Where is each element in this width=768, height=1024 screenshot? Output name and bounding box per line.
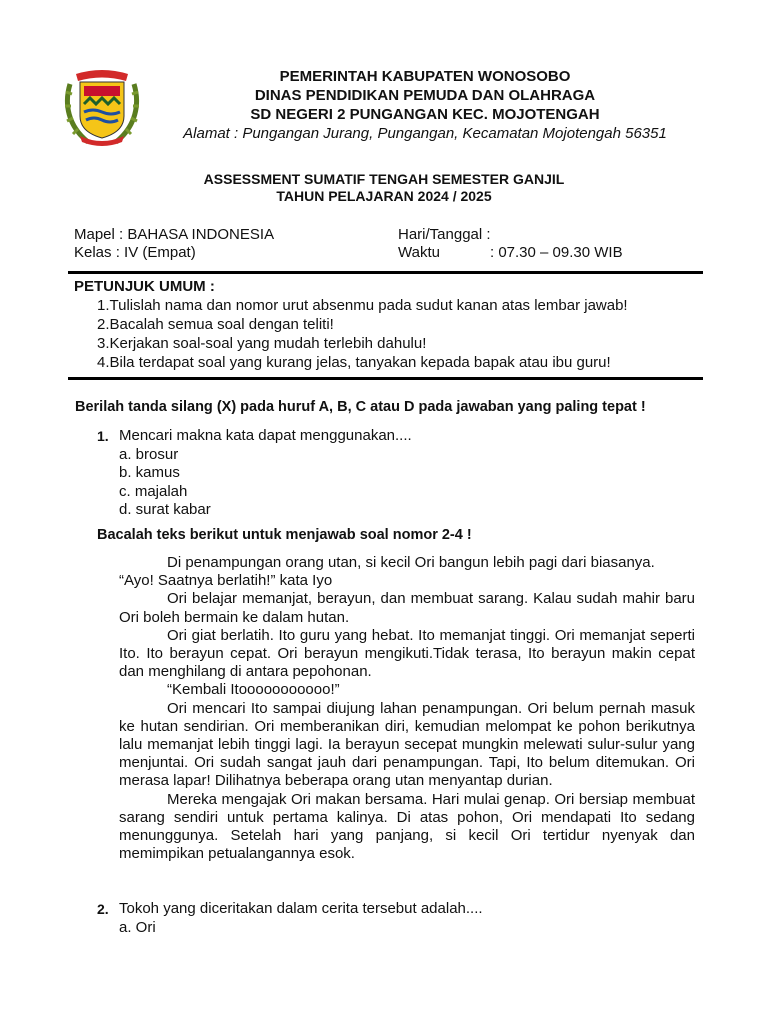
story-paragraph: “Kembali Itooooooooooo!” — [167, 681, 340, 699]
petunjuk-item: 2.Bacalah semua soal dengan teliti! — [97, 316, 334, 333]
petunjuk-list — [97, 296, 628, 372]
story-paragraph: Ori mencari Ito sampai diujung lahan penampungan. Ori belum pernah masuk ke hutan sendirian. Ori memberanikan diri, kemudian melompat ke pohon berikutnya lalu memanjat lebih tinggi lagi. Ia berayun secepat mungkin melewati sulur-sulur yang menjuntai. Ori sudah sangat jauh dari penampungan. Tapi, Ito belum ditemukan. Ori merasa lapar! Dilihatnya beberapa orang utan menyantap durian. — [119, 699, 695, 790]
option-a: a. Ori — [119, 918, 156, 936]
reading-instruction: Bacalah teks berikut untuk menjawab soal nomor 2-4 ! — [97, 527, 472, 543]
general-instruction: Berilah tanda silang (X) pada huruf A, B, C atau D pada jawaban yang paling tepat ! — [75, 399, 646, 415]
wonosobo-crest-icon — [62, 64, 142, 148]
story-text — [119, 554, 695, 863]
question-2-text: Tokoh yang diceritakan dalam cerita tersebut adalah.... — [119, 900, 483, 917]
story-paragraph: Ori belajar memanjat, berayun, dan membuat sarang. Kalau sudah mahir baru Ori boleh bermain ke dalam hutan. — [119, 590, 695, 626]
letterhead — [160, 67, 690, 143]
story-paragraph: “Ayo! Saatnya berlatih!” kata Iyo — [119, 572, 333, 590]
story-paragraph: Di penampungan orang utan, si kecil Ori bangun lebih pagi dari biasanya. — [167, 554, 655, 571]
divider-bottom — [68, 377, 703, 380]
letterhead-address: Alamat : Pungangan Jurang, Pungangan, Kecamatan Mojotengah 56351 — [183, 125, 667, 142]
divider-top — [68, 271, 703, 274]
exam-title-line-1: ASSESSMENT SUMATIF TENGAH SEMESTER GANJIL — [203, 171, 565, 187]
question-1-number: 1. — [97, 428, 109, 444]
meta-kelas: Kelas : IV (Empat) — [74, 244, 196, 261]
petunjuk-item: 3.Kerjakan soal-soal yang mudah terlebih dahulu! — [97, 335, 427, 352]
option-d: d. surat kabar — [119, 501, 211, 518]
story-paragraph: Ori giat berlatih. Ito guru yang hebat. Ito memanjat tinggi. Ori memanjat seperti Ito. Ito berayun cepat. Ori berayun mengikuti.Tidak terasa, Ito berayun makin cepat dan menghilang di antara pepohonan. — [119, 626, 695, 681]
option-c: c. majalah — [119, 482, 188, 500]
petunjuk-item: 4.Bila terdapat soal yang kurang jelas, tanyakan kepada bapak atau ibu guru! — [97, 354, 611, 371]
story-paragraph: Mereka mengajak Ori makan bersama. Hari mulai genap. Ori bersiap membuat sarang sendiri untuk pertama kalinya. Di atas pohon, Ori mendapati Ito sedang menunggunya. Setelah hari yang panjang, si kecil Ori tertidur nyenyak dan memimpikan petualangannya esok. — [119, 790, 695, 863]
meta-waktu-label: Waktu — [398, 244, 440, 261]
question-2-number: 2. — [97, 901, 109, 917]
question-1 — [119, 427, 412, 520]
petunjuk-title: PETUNJUK UMUM : — [74, 278, 215, 295]
option-b: b. kamus — [119, 464, 180, 481]
exam-title-line-2: TAHUN PELAJARAN 2024 / 2025 — [276, 188, 492, 204]
meta-waktu-value: : 07.30 – 09.30 WIB — [490, 244, 623, 261]
letterhead-line-1: PEMERINTAH KABUPATEN WONOSOBO — [279, 68, 571, 85]
meta-hari: Hari/Tanggal : — [398, 226, 491, 243]
letterhead-line-3: SD NEGERI 2 PUNGANGAN KEC. MOJOTENGAH — [250, 106, 600, 123]
petunjuk-item: 1.Tulislah nama dan nomor urut absenmu pada sudut kanan atas lembar jawab! — [97, 297, 628, 314]
question-2 — [119, 900, 483, 937]
letterhead-line-2: DINAS PENDIDIKAN PEMUDA DAN OLAHRAGA — [254, 87, 596, 104]
option-a: a. brosur — [119, 445, 179, 463]
question-1-text: Mencari makna kata dapat menggunakan.... — [119, 427, 412, 444]
meta-mapel: Mapel : BAHASA INDONESIA — [74, 226, 275, 243]
